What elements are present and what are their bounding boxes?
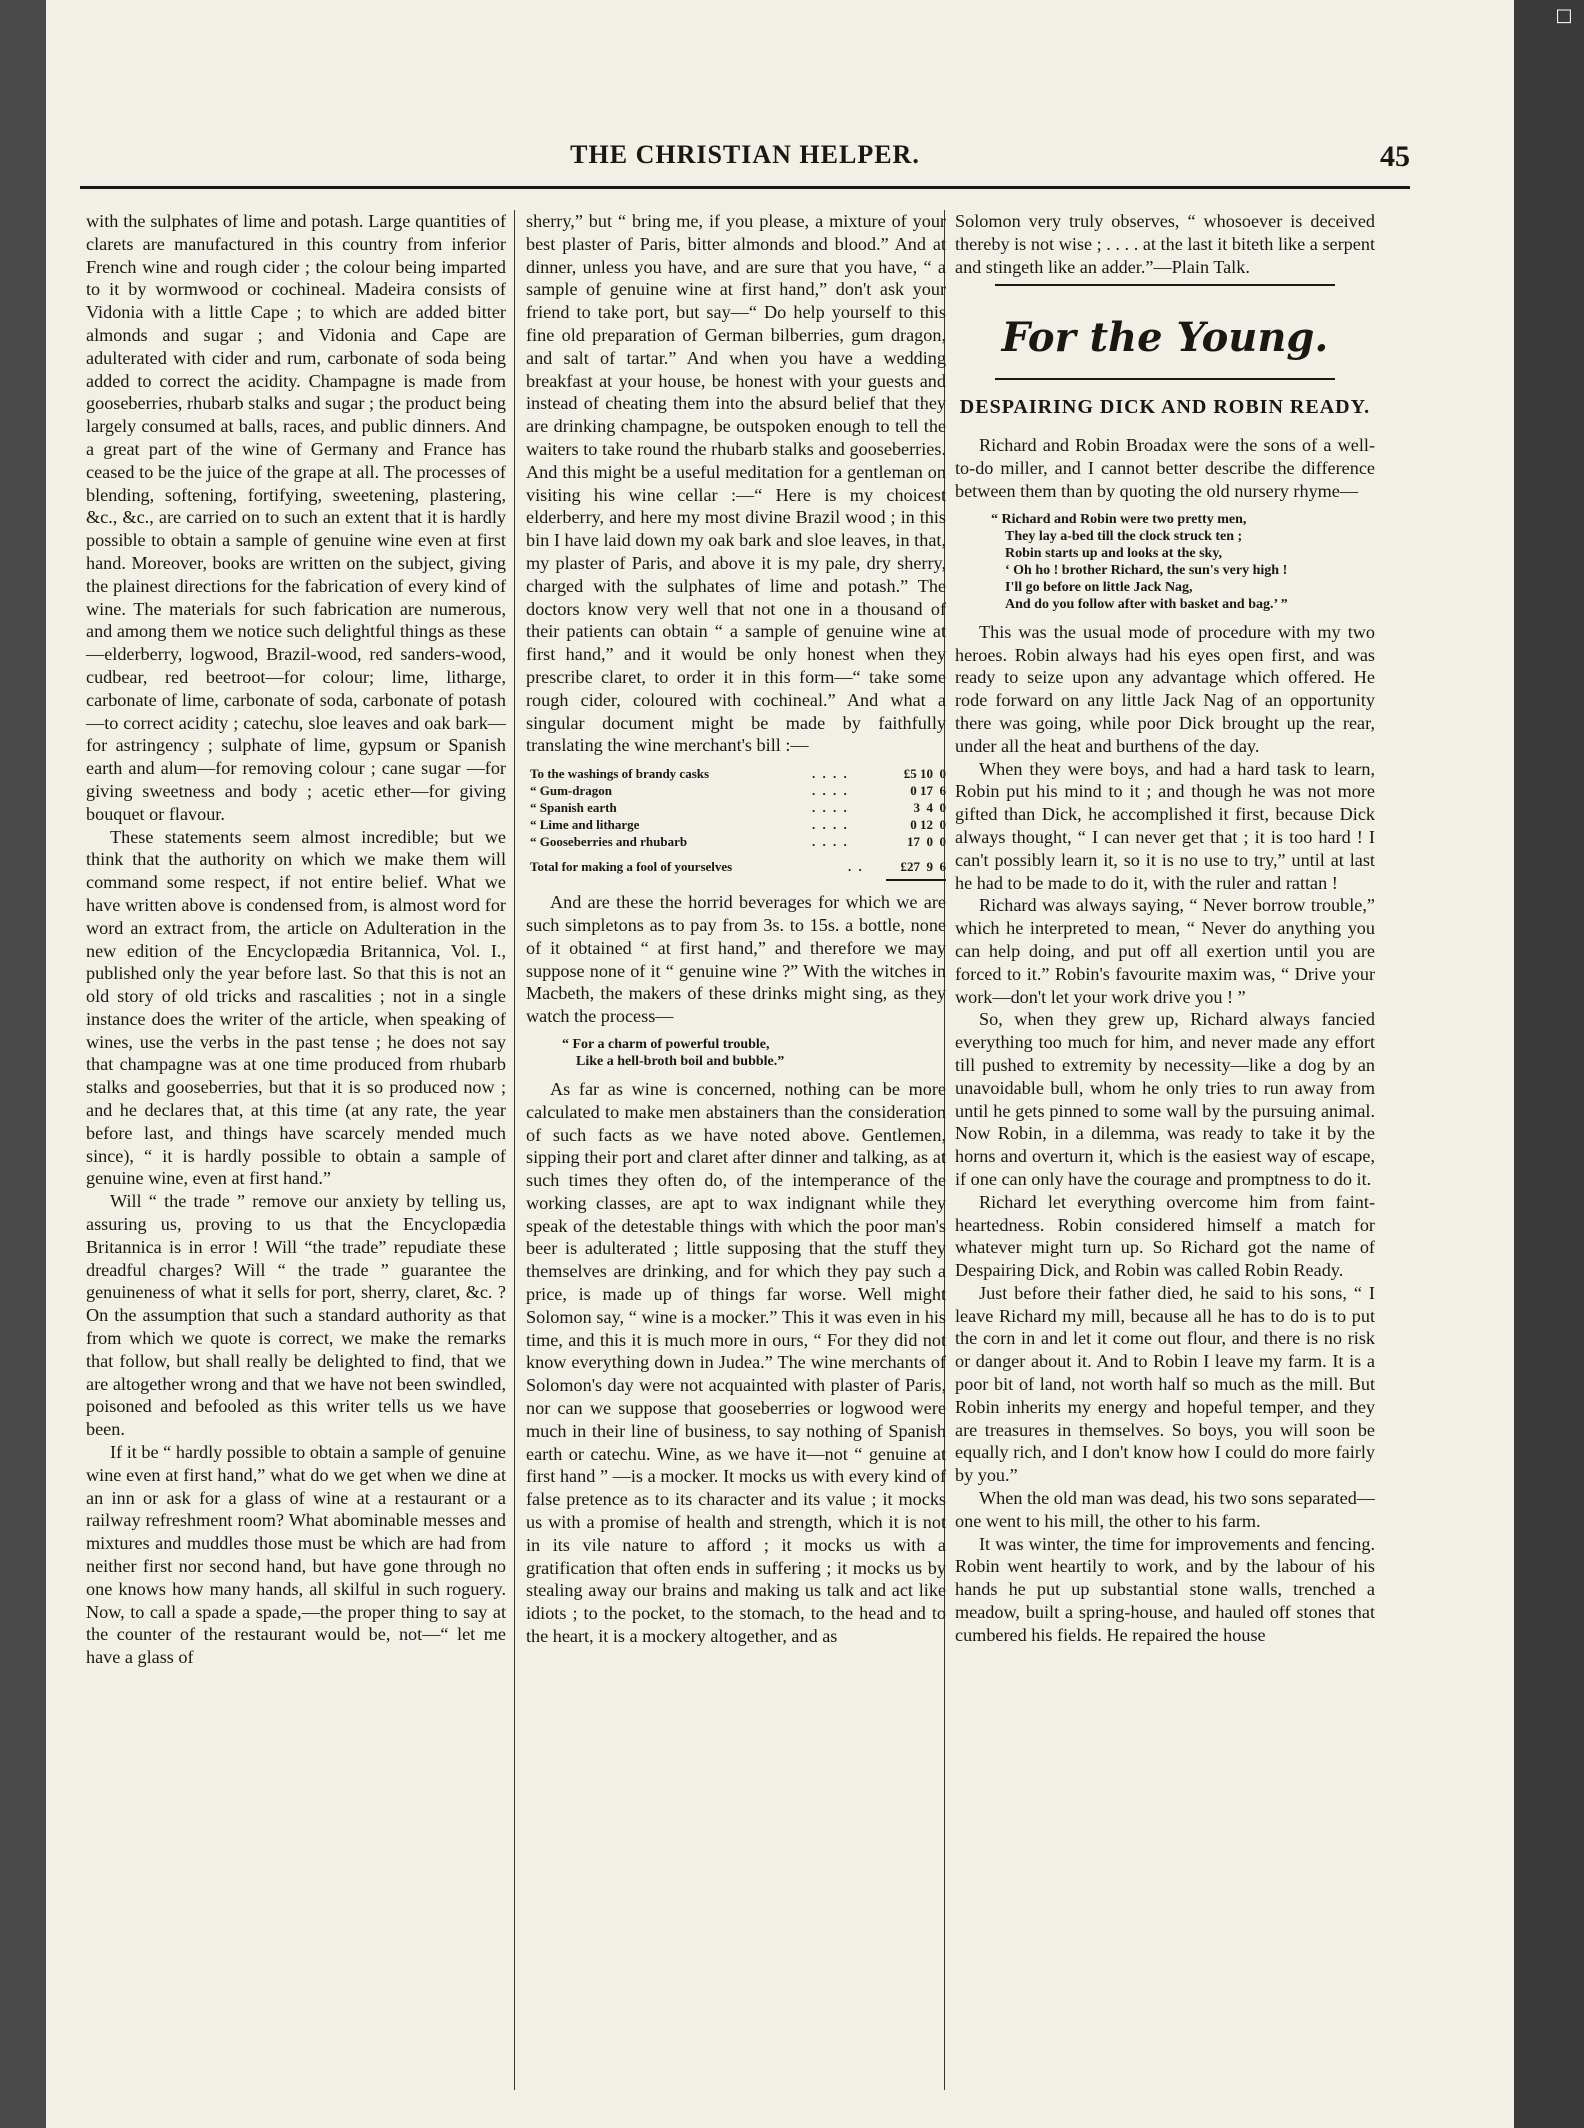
page-corner-icon: □: [1555, 5, 1573, 26]
bill-leader: . .: [848, 859, 864, 875]
bill-item: “ Gooseberries and rhubarb: [530, 834, 688, 850]
bill-row: [530, 765, 946, 782]
verse-line: Robin starts up and looks at the sky,: [1005, 545, 1223, 561]
page-header: [80, 140, 1410, 176]
column-divider: [514, 210, 515, 2090]
paragraph: This was the usual mode of procedure with my two heroes. Robin always had his eyes open first, and was ready to seize upon any advantage which offered. He rode forward on any little Jack Nag of an opportunity there was going, while poor Dick brought up the rear, under all the heat and burthens of the day.: [955, 621, 1375, 756]
paragraph: If it be “ hardly possible to obtain a sample of genuine wine even at first hand,” what do we get when we dine at an inn or ask for a glass of wine at a restaurant or a railway refreshment room? What abominable messes and mixtures and muddles those must be which are had from neither first nor second hand, but have gone through no one knows how many hands, all skilful in such roguery. Now, to call a spade a spade,—the proper thing to say at the counter of the restaurant would be, not—“ let me have a glass of: [86, 1442, 506, 1668]
wine-merchant-bill: [530, 765, 946, 881]
paragraph: So, when they grew up, Richard always fancied everything too much for him, and never made any effort till pushed to extremity by necessity—like a dog by an unavoidable bull, whom he only tries to run away from until he gets pinned to some wall by the pursuing animal. Now Robin, in a dilemma, was ready to take it by the horns and overturn it, which is the easiest way of escape, if one can only have the courage and promptness to do it.: [955, 1009, 1375, 1189]
paragraph: Will “ the trade ” remove our anxiety by telling us, assuring us, proving to us that the Encyclopædia Britannica is in error ! Will “the trade” repudiate these dreadful charges? Will “ the trade ” guarantee the genuineness of what it sells for port, sherry, claret, &c. ? On the assumption that such a standard authority as that from which we quote is correct, we make the remarks that follow, but shall really be delighted to find, that we are altogether wrong and that we have not been swindled, poisoned and befooled as this writer tells us we have been.: [86, 1191, 506, 1440]
bill-total-amount: £27 9 6: [900, 859, 946, 875]
scan-margin: [0, 0, 46, 2128]
publication-title: THE CHRISTIAN HELPER.: [570, 140, 920, 169]
paragraph: It was winter, the time for improvements and fencing. Robin went heartily to work, and by the labour of his hands he put up substantial stone walls, trenched a meadow, built a spring-house, and hauled off stones that cumbered his fields. He repaired the house: [955, 1533, 1375, 1645]
bill-row: [530, 799, 946, 816]
verse-line: They lay a-bed till the clock struck ten ;: [1005, 528, 1243, 544]
bill-amount: 0 17 6: [910, 783, 946, 799]
paragraph: Solomon very truly observes, “ whosoever is deceived thereby is not wise ; . . . . at the last it biteth like a serpent and stingeth like an adder.”—Plain Talk.: [955, 211, 1375, 277]
verse-line: “ Richard and Robin were two pretty men,: [991, 511, 1247, 527]
column-3: [955, 210, 1375, 1647]
bill-amount: £5 10 0: [903, 766, 946, 782]
paragraph: When they were boys, and had a hard task to learn, Robin put his mind to it ; and though he was not more gifted than Dick, he accomplished it first, because Dick always thought, “ I can never get that ; it is too hard ! I can't possibly learn it, so it is no use to try,” until at last he had to be made to do it, with the ruler and rattan !: [955, 758, 1375, 893]
paragraph: with the sulphates of lime and potash. Large quantities of clarets are manufactured in this country from inferior French wine and rough cider ; the colour being imparted to it by wormwood or cochineal. Madeira consists of Vidonia with a little Cape ; to which are added bitter almonds and sugar ; and Vidonia and Cape are adulterated with cider and rum, carbonate of soda being added to correct the acidity. Champagne is made from gooseberries, rhubarb stalks and sugar ; the product being largely consumed at balls, races, and public dinners. And a great part of the wine of Germany and France has ceased to be the juice of the grape at all. The processes of blending, softening, fortifying, sweetening, plastering, &c., &c., are carried on to such an extent that it is hardly possible to obtain a sample of genuine wine even at first hand. Moreover, books are written on the subject, giving the plainest directions for the fabrication of every kind of wine. The materials for such fabrication are numerous, and among them we notice such delightful things as these—elderberry, logwood, Brazil-wood, red sanders-wood, cudbear, red beetroot—for colour; lime, litharge, carbonate of lime, carbonate of soda, carbonate of potash—to correct acidity ; catechu, sloe leaves and oak bark—for astringency ; sulphate of lime, gypsum or Spanish earth and alum—for removing colour ; cane sugar —for giving sweetness and body ; acetic ether—for giving bouquet or flavour.: [86, 211, 506, 824]
bill-row: [530, 782, 946, 799]
paragraph: These statements seem almost incredible; but we think that the authority on which we make them will command some respect, if not entire belief. What we have written above is condensed from, is almost word for word an extract from, the article on Adulteration in the new edition of the Encyclopædia Britannica, Vol. I., published only the year before last. So that this is not an old story of old tricks and rascalities ; not in a single instance does the writer of the article, when speaking of wines, use the verbs in the past tense ; he does not say that champagne was at one time produced from rhubarb stalks and gooseberries, but that it is so produced now ; and he declares that, at this time (at any rate, the year before last, and things have scarcely mended much since), “ it is hardly possible to obtain a sample of genuine wine, even at first hand.”: [86, 826, 506, 1189]
bill-row: [530, 833, 946, 850]
page-number: 45: [1380, 140, 1410, 173]
bill-total-label: Total for making a fool of yourselves: [530, 859, 733, 875]
bill-item: “ Spanish earth: [530, 800, 617, 816]
paragraph: Richard let everything overcome him from faint-heartedness. Robin considered himself a match for whatever might turn up. So Richard got the name of Despairing Dick, and Robin was called Robin Ready.: [955, 1191, 1375, 1281]
paragraph: sherry,” but “ bring me, if you please, a mixture of your best plaster of Paris, bitter almonds and blood.” And at dinner, unless you have, and are sure that you have, “ a sample of genuine wine at first hand,” don't ask your friend to take port, but say—“ Do help yourself to this fine old preparation of German bilberries, gum dragon, and salt of tartar.” And when you have a wedding breakfast at your house, be honest with your guests and instead of cheating them into the absurd belief that they are drinking champagne, be outspoken enough to tell the waiters to take round the rhubarb stalks and gooseberries. And this might be a useful meditation for a gentleman on visiting his wine cellar :—“ Here is my choicest elderberry, and here my most divine Brazil wood ; in this bin I have laid down my oak bark and sloe leaves, in that, my plaster of Paris, and above it is my pale, dry sherry, charged with the sulphates of lime and potash.” The doctors know very well that not one in a thousand of their patients can obtain “ a sample of genuine wine at first hand,” and it would be only honest when they prescribe claret, to order it in this form—“ take some rough cider, coloured with cochineal.” And what a singular document might be made by faithfully translating the wine merchant's bill :—: [526, 211, 946, 756]
bill-item: “ Lime and litharge: [530, 817, 640, 833]
column-1: [86, 210, 506, 1669]
bill-row: [530, 816, 946, 833]
section-rule: [995, 378, 1335, 380]
paragraph: Richard and Robin Broadax were the sons of a well-to-do miller, and I cannot better describe the difference between them than by quoting the old nursery rhyme—: [955, 435, 1375, 501]
verse-line: ‘ Oh ho ! brother Richard, the sun's very high !: [1005, 562, 1288, 578]
paragraph: Just before their father died, he said to his sons, “ I leave Richard my mill, because all he has to do is to put the corn in and let it come out flour, and there is no risk or danger about it. And to Robin I leave my farm. It is a poor bit of land, not worth half so much as the mill. But Robin inherits my energy and hopeful temper, and they are treasures in themselves. So boys, you will soon be equally rich, and I don't know how I could do more fairly by you.”: [955, 1282, 1375, 1486]
verse-line: Like a hell-broth boil and bubble.”: [576, 1053, 785, 1069]
bill-leader: . . . .: [812, 766, 849, 782]
bill-item: “ Gum-dragon: [530, 783, 612, 799]
bill-item: To the washings of brandy casks: [530, 766, 710, 782]
verse-line: And do you follow after with basket and bag.’ ”: [1005, 596, 1288, 612]
bill-amount: 17 0 0: [907, 834, 946, 850]
bill-leader: . . . .: [812, 817, 849, 833]
verse-quote: [562, 1036, 946, 1070]
bill-leader: . . . .: [812, 800, 849, 816]
total-rule: [886, 879, 946, 881]
verse-line: “ For a charm of powerful trouble,: [562, 1036, 770, 1052]
paragraph: Richard was always saying, “ Never borrow trouble,” which he interpreted to mean, “ Never do anything you can help doing, and put off all exertion until you are forced to it.” Robin's favourite maxim was, “ Drive your work—don't let your work drive you ! ”: [955, 895, 1375, 1007]
bill-leader: . . . .: [812, 783, 849, 799]
paragraph: And are these the horrid beverages for which we are such simpletons as to pay from 3s. to 15s. a bottle, none of it obtained “ at first hand,” and therefore we may suppose none of it “ genuine wine ?” With the witches in Macbeth, the makers of these drinks might sing, as they watch the process—: [526, 892, 946, 1027]
verse-line: I'll go before on little Jack Nag,: [1005, 579, 1193, 595]
paragraph: When the old man was dead, his two sons separated—one went to his mill, the other to his farm.: [955, 1488, 1375, 1531]
bill-total-row: [530, 858, 946, 875]
bill-amount: 0 12 0: [910, 817, 946, 833]
section-rule: [995, 284, 1335, 286]
column-2: [526, 210, 946, 1648]
story-title: DESPAIRING DICK AND ROBIN READY.: [959, 396, 1371, 419]
bill-leader: . . . .: [812, 834, 849, 850]
header-rule: [80, 186, 1410, 189]
paragraph: As far as wine is concerned, nothing can be more calculated to make men abstainers than the consideration of such facts as we have noted above. Gentlemen, sipping their port and claret after dinner and talking, as at such times they often do, of the intemperance of the working classes, are apt to wax indignant while they speak of the detestable things with which the poor man's beer is adulterated ; little supposing that the stuff they themselves are drinking, and for which they pay such a price, is made up of things far worse. Well might Solomon say, “ wine is a mocker.” This it was even in his time, and this it is much more in ours, “ For they did not know everything down in Judea.” The wine merchants of Solomon's day were not acquainted with plaster of Paris, nor can we suppose that gooseberries or logwood were much in their line of business, to say nothing of Spanish earth or catechu. Wine, as we have it—not “ genuine at first hand ” —is a mocker. It mocks us with every kind of false pretence as to its character and its value ; it mocks us with a promise of health and strength, which it is not in its vile nature to afford ; it mocks us with a gratification that often ends in suffering ; it mocks us by stealing away our brains and making us talk and act like idiots ; to the pocket, to the stomach, to the head and to the heart, it is a mockery altogether, and as: [526, 1078, 946, 1647]
nursery-rhyme: [991, 511, 1375, 613]
bill-amount: 3 4 0: [913, 800, 946, 816]
section-title: For the Young.: [1001, 314, 1329, 362]
